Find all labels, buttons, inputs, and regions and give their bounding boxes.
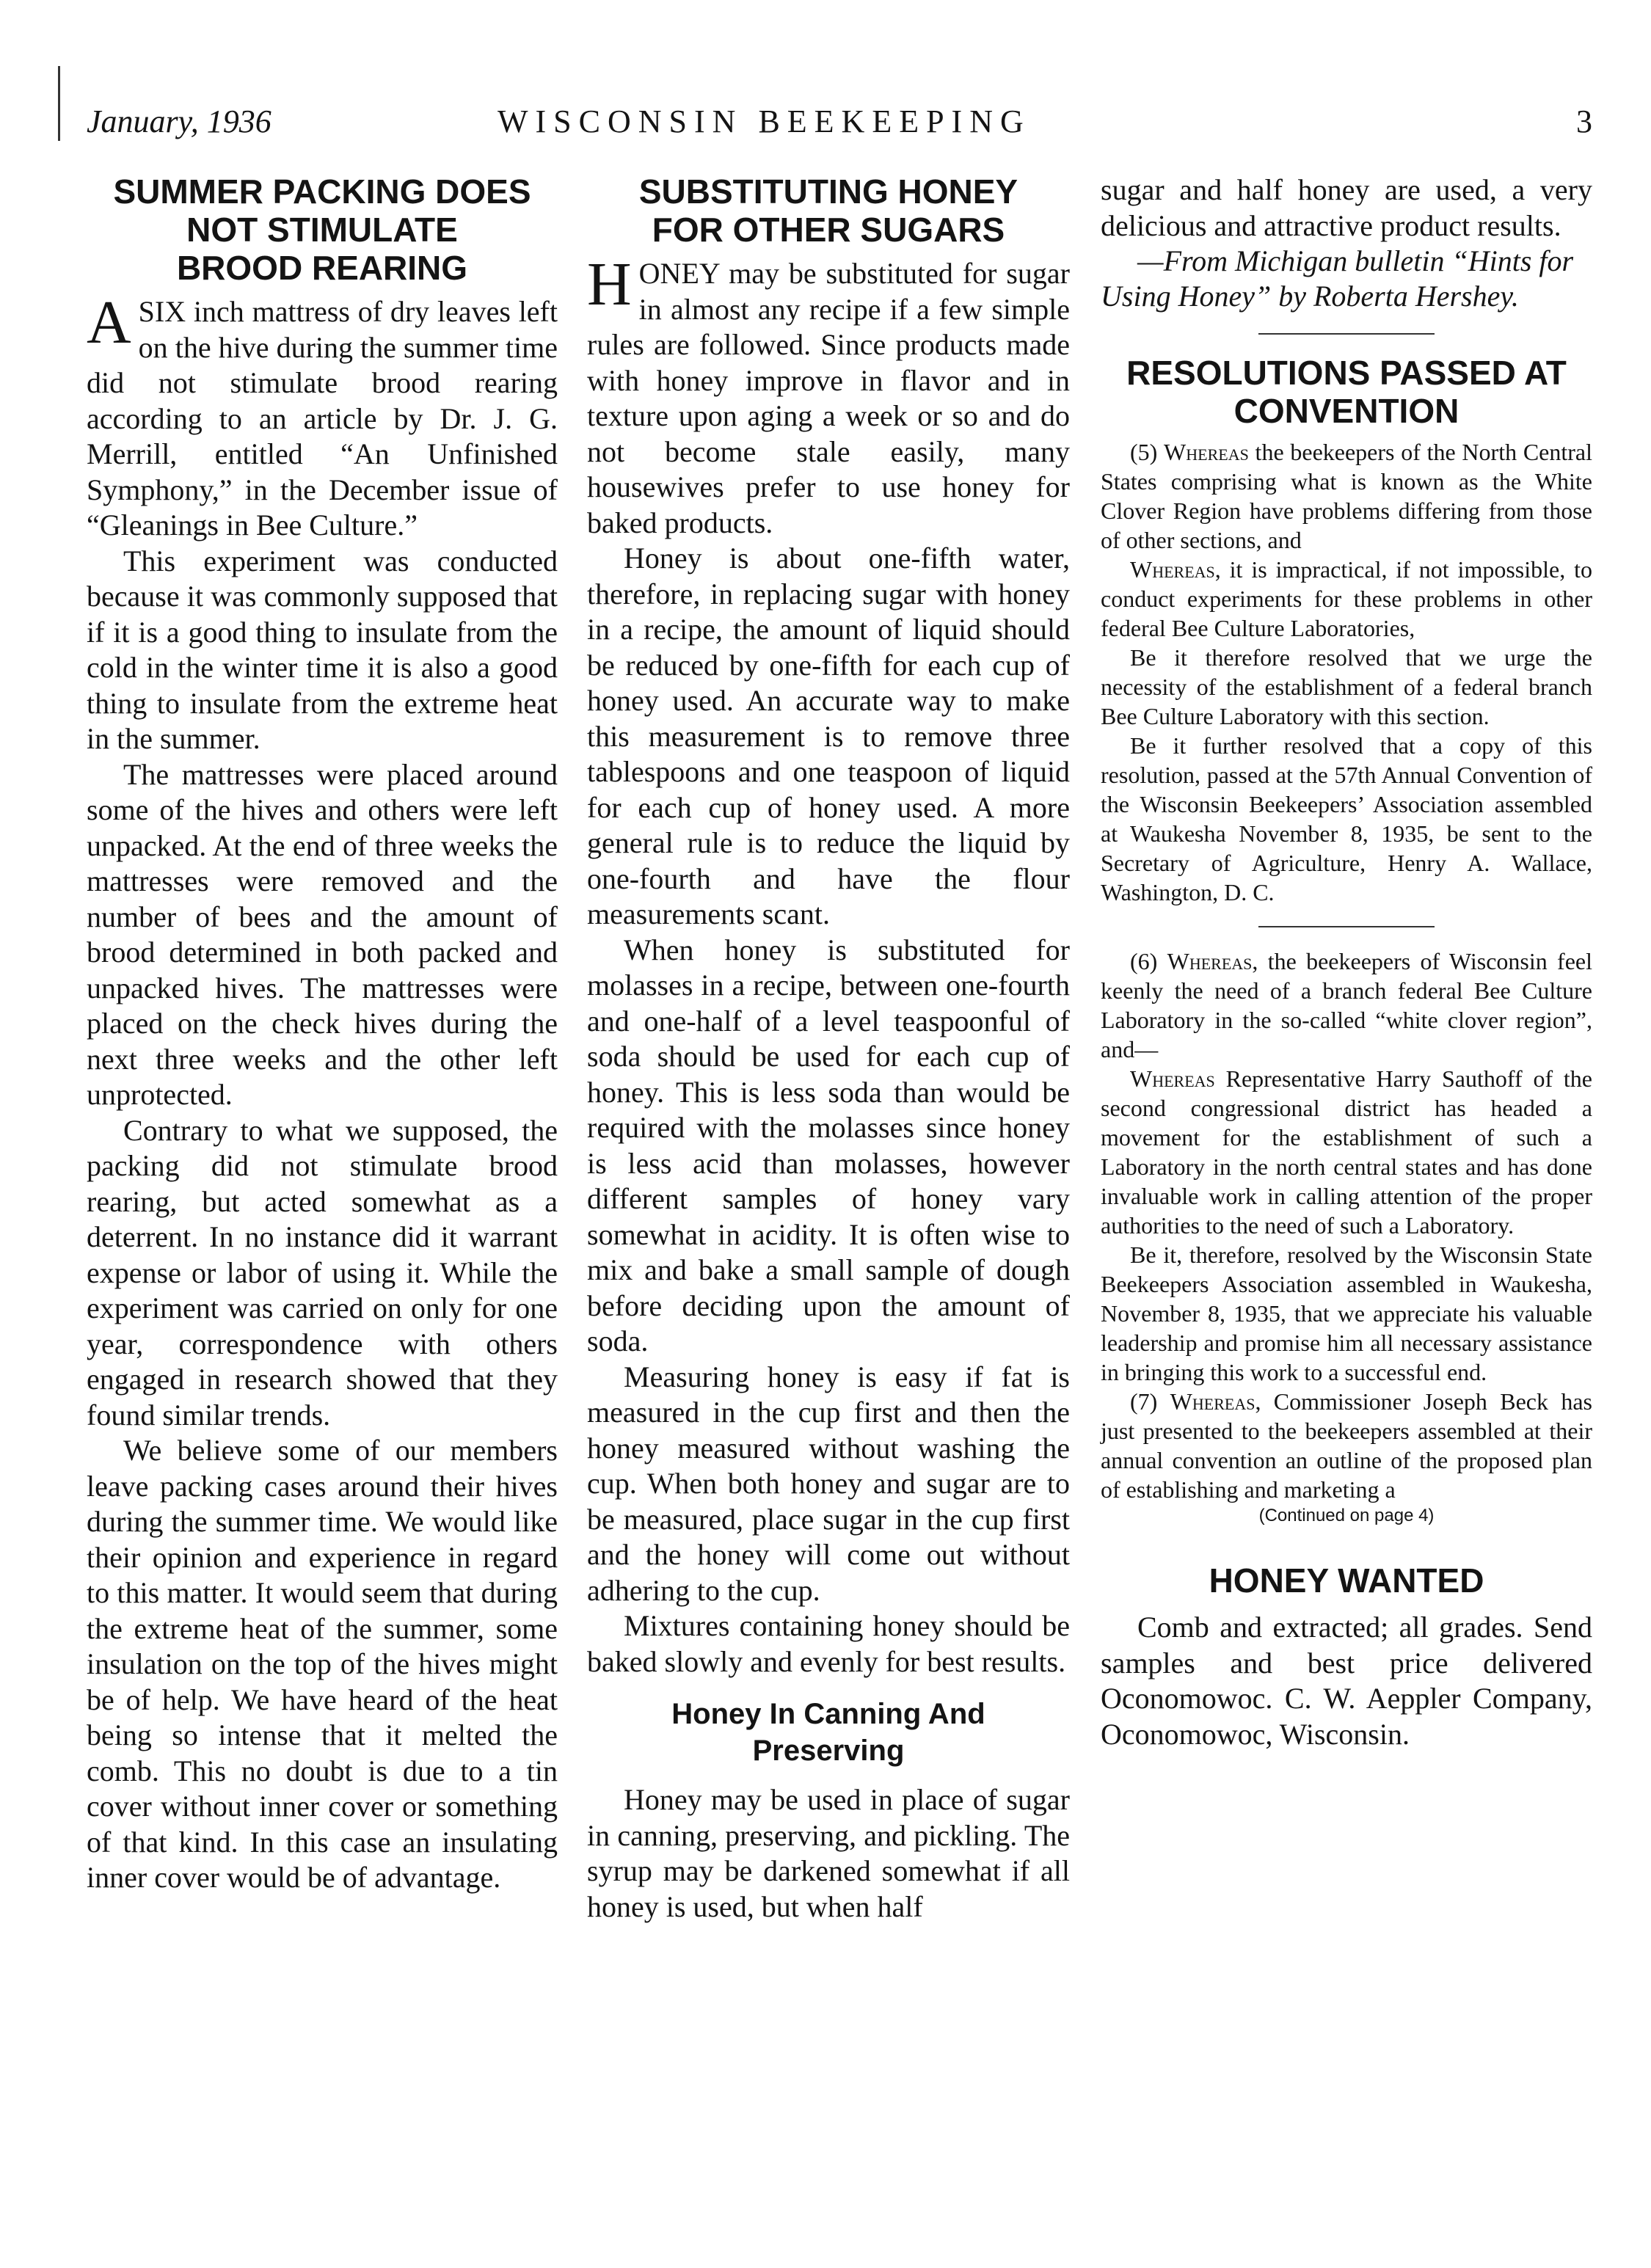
- article-paragraph: ASIX inch mattress of dry leaves left on the hive during the summer time did not stimulate brood rearing according to an article by Dr. J. G. Merrill, entitled “An Unfinished Symphony,” in the December issue of “Gleanings in Bee Culture.”: [87, 288, 558, 542]
- continued-note: (Continued on page 4): [1258, 1506, 1435, 1525]
- article-paragraph: Honey may be used in place of sugar in canning, preserving, and pickling. The syrup may be darkened somewhat if all honey is used, but when half: [587, 1783, 1070, 1923]
- article-paragraph: Honey is about one-fifth water, therefore, in replacing sugar with honey in a recipe, the amount of liquid should be reduced by one-fifth for each cup of honey used. An accurate way to make this measurement is to remove three tablespoons and one teaspoon of liquid for each cup of honey used. A more general rule is to reduce the liquid by one-fourth and have the flour measurements scant.: [587, 542, 1070, 930]
- drop-cap: H: [587, 250, 632, 318]
- section-divider: [1258, 333, 1435, 335]
- column-middle: [587, 172, 1070, 1925]
- resolution-paragraph: Whereas, it is impractical, if not impossible, to conduct experiments for these problems in other federal Bee Culture Laboratories,: [1101, 556, 1592, 641]
- honey-wanted-text: Comb and extracted; all grades. Send samples and best price delivered Oconomowoc. C. W. Aeppler Company, Oconomowoc, Wisconsin.: [1101, 1611, 1592, 1751]
- article-paragraph: We believe some of our members leave packing cases around their hives during the summer time. We would like their opinion and experience in regard to this matter. It would seem that during the extreme heat of the summer, some insulation on the top of the hives might be of help. We have heard of the heat being so intense that it melted the comb. This no doubt is due to a tin cover without inner cover or something of that kind. In this case an insulating inner cover would be of advantage.: [87, 1434, 558, 1894]
- resolution-paragraph: Be it, therefore, resolved by the Wisconsin State Beekeepers Association assembled in Waukesha, November 8, 1935, that we appreciate his valuable leadership and promise him all necessary assistance in bringing this work to a successful end.: [1101, 1241, 1592, 1385]
- column-right: [1101, 172, 1592, 1752]
- resolution-paragraph: Whereas Representative Harry Sauthoff of the second congressional district has headed a movement for the establishment of such a Laboratory in the north central states and has done invaluable work in calling attention of the proper authorities to the need of such a Laboratory.: [1101, 1065, 1593, 1239]
- resolution-paragraph: (6) Whereas, the beekeepers of Wisconsin feel keenly the need of a branch federal Bee Culture Laboratory in the so-called “white clover region”, and—: [1101, 948, 1593, 1062]
- resolution-paragraph: (5) Whereas the beekeepers of the North Central States comprising what is known as the White Clover Region have problems differing from those of other sections, and: [1101, 439, 1593, 553]
- article-paragraph: Measuring honey is easy if fat is measured in the cup first and then the honey measured without washing the cup. When both honey and sugar are to be measured, place sugar in the cup first and the honey will come out without adhering to the cup.: [587, 1360, 1070, 1607]
- resolutions-title: RESOLUTIONS PASSED AT CONVENTION: [1126, 354, 1567, 430]
- honey-wanted-title: HONEY WANTED: [1209, 1561, 1484, 1600]
- drop-cap: A: [87, 288, 131, 357]
- article-paragraph-continued: sugar and half honey are used, a very delicious and attractive product results.: [1101, 173, 1592, 242]
- resolution-paragraph: Be it further resolved that a copy of this resolution, passed at the 57th Annual Convention of the Wisconsin Beekeepers’ Association assembled at Waukesha November 8, 1935, be sent to the Secretary of Agriculture, Henry A. Wallace, Washington, D. C.: [1101, 732, 1592, 905]
- page-number: 3: [1576, 103, 1592, 139]
- issue-date: January, 1936: [87, 103, 271, 139]
- article-substituting-honey-title: SUBSTITUTING HONEY FOR OTHER SUGARS: [638, 172, 1018, 249]
- article-paragraph: When honey is substituted for molasses in a recipe, between one-fourth and one-half of a level teaspoonful of soda should be used for each cup of honey. This is less soda than would be required with the molasses since honey is less acid than molasses, however different samples of honey vary somewhat in acidity. It is often wise to mix and bake a small sample of dough before deciding upon the amount of soda.: [587, 933, 1070, 1357]
- article-summer-packing-title: SUMMER PACKING DOES NOT STIMULATE BROOD REARING: [113, 172, 531, 287]
- article-paragraph: Contrary to what we supposed, the packing did not stimulate brood rearing, but acted somewhat as a deterrent. In no instance did it warrant expense or labor of using it. While the experiment was carried on only for one year, correspondence with others engaged in research showed that they found similar trends.: [87, 1113, 558, 1432]
- page-edge-mark: [58, 66, 60, 141]
- canning-subheading: Honey In Canning And Preserving: [671, 1698, 985, 1767]
- resolution-paragraph: Be it therefore resolved that we urge the necessity of the establishment of a federal branch Bee Culture Laboratory with this section.: [1101, 644, 1592, 729]
- resolution-paragraph: (7) Whereas, Commissioner Joseph Beck has just presented to the beekeepers assembled at their annual convention an outline of the proposed plan of establishing and marketing a: [1101, 1388, 1593, 1503]
- article-paragraph: This experiment was conducted because it was commonly supposed that if it is a good thing to insulate from the cold in the winter time it is also a good thing to insulate from the extreme heat in the summer.: [87, 544, 558, 755]
- article-paragraph: Mixtures containing honey should be baked slowly and evenly for best results.: [587, 1609, 1070, 1678]
- running-head: [87, 103, 1592, 154]
- source-credit: —From Michigan bulletin “Hints for Using Honey” by Roberta Hershey.: [1101, 244, 1574, 313]
- section-divider: [1258, 926, 1435, 927]
- article-paragraph: The mattresses were placed around some of the hives and others were left unpacked. At the end of three weeks the mattresses were removed and the number of bees and the amount of brood determined in both packed and unpacked hives. The mattresses were placed on the check hives during the next three weeks and the other left unprotected.: [87, 757, 558, 1111]
- article-paragraph: HONEY may be substituted for sugar in almost any recipe if a few simple rules are followed. Since products made with honey improve in flavor and in texture upon aging a week or so and do not become stale easily, many housewives prefer to use honey for baked products.: [587, 250, 1070, 539]
- publication-title: WISCONSIN BEEKEEPING: [498, 103, 1031, 139]
- column-left: [87, 172, 558, 1896]
